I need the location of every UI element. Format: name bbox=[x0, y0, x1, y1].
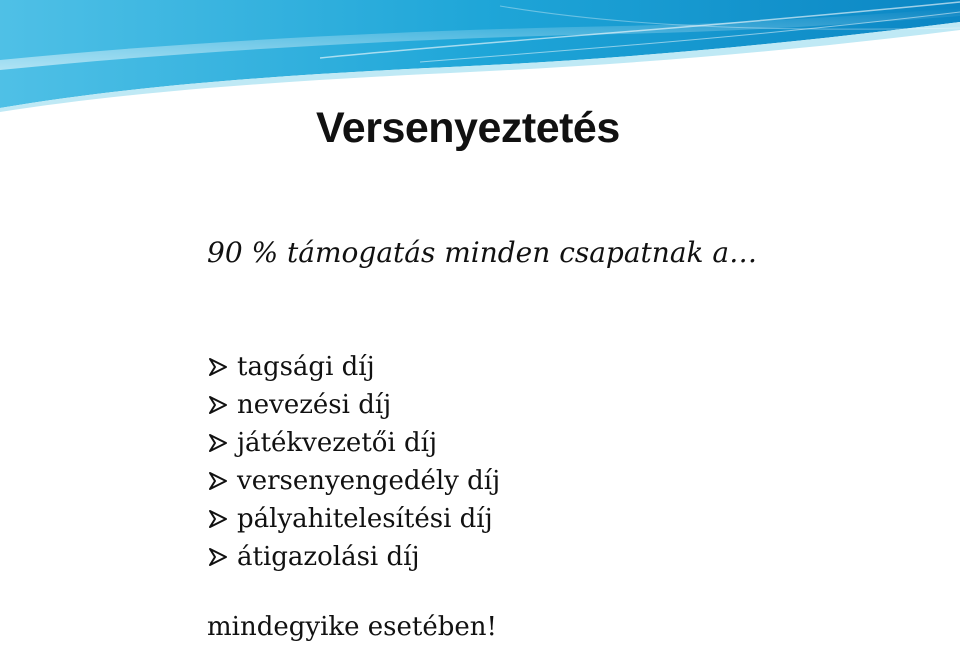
fee-list bbox=[207, 348, 500, 576]
list-item-label: nevezési díj bbox=[237, 390, 392, 420]
list-item bbox=[207, 348, 500, 386]
header-banner bbox=[0, 0, 960, 115]
arrow-bullet-icon bbox=[207, 470, 237, 492]
list-item bbox=[207, 462, 500, 500]
list-item-label: versenyengedély díj bbox=[237, 466, 501, 496]
list-item bbox=[207, 386, 500, 424]
arrow-bullet-icon bbox=[207, 508, 237, 530]
list-item-label: tagsági díj bbox=[237, 352, 375, 382]
arrow-bullet-icon bbox=[207, 546, 237, 568]
arrow-bullet-icon bbox=[207, 356, 237, 378]
slide-title: Versenyeztetés bbox=[316, 104, 620, 152]
list-item bbox=[207, 538, 500, 576]
list-item-label: játékvezetői díj bbox=[237, 428, 438, 458]
list-item bbox=[207, 424, 500, 462]
footer-text: mindegyike esetében! bbox=[207, 612, 497, 642]
list-item-label: átigazolási díj bbox=[237, 542, 420, 572]
list-item-label: pályahitelesítési díj bbox=[237, 504, 493, 534]
arrow-bullet-icon bbox=[207, 394, 237, 416]
arrow-bullet-icon bbox=[207, 432, 237, 454]
intro-text: 90 % támogatás minden csapatnak a… bbox=[207, 236, 758, 269]
list-item bbox=[207, 500, 500, 538]
